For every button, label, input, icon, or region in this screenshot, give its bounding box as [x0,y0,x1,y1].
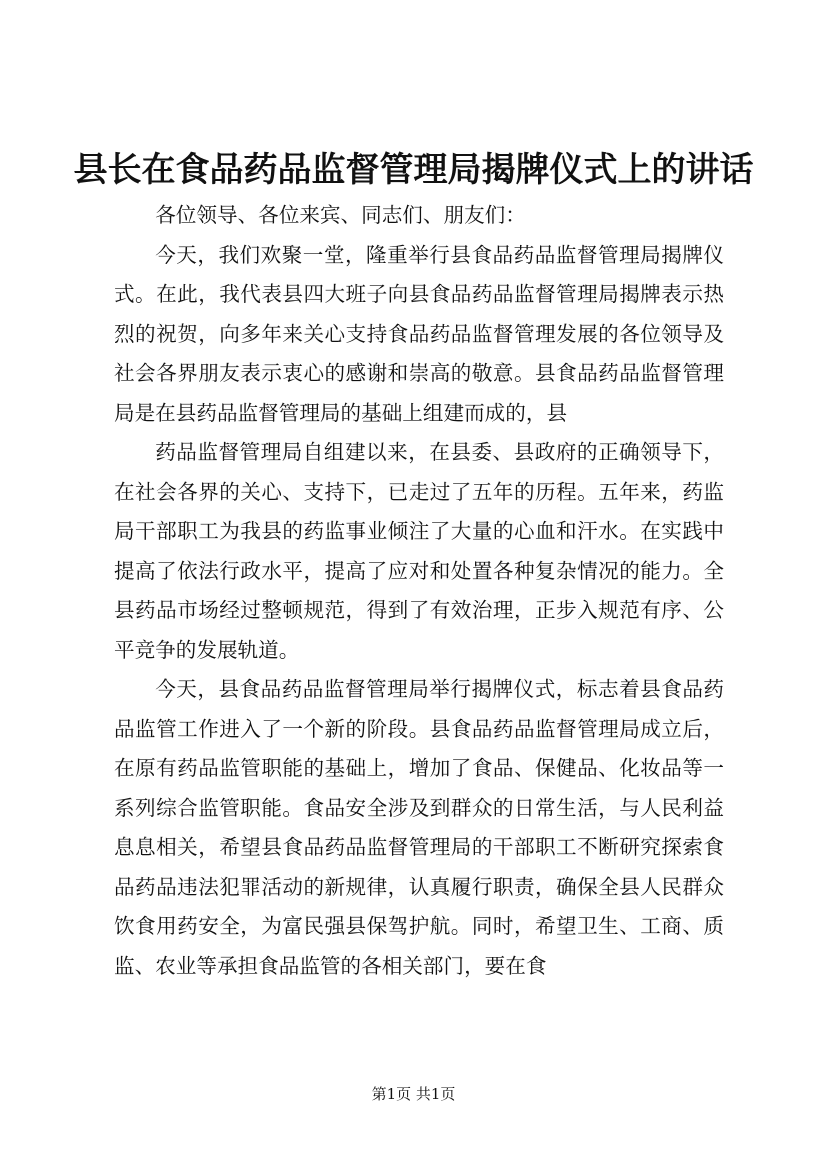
body-paragraph: 今天，我们欢聚一堂，隆重举行县食品药品监督管理局揭牌仪式。在此，我代表县四大班子向县食品药品监督管理局揭牌表示热烈的祝贺，向多年来关心支持食品药品监督管理发展的各位领导及社会各界朋友表示衷心的感谢和崇高的敬意。县食品药品监督管理局是在县药品监督管理局的基础上组建而成的，县 [114,242,724,425]
document-title: 县长在食品药品监督管理局揭牌仪式上的讲话 [73,150,754,190]
page-number: 第1页 共1页 [371,1085,456,1103]
document-body [114,196,724,986]
body-paragraph: 今天，县食品药品监督管理局举行揭牌仪式，标志着县食品药品监管工作进入了一个新的阶段。县食品药品监督管理局成立后，在原有药品监管职能的基础上，增加了食品、保健品、化妆品等一系列综合监管职能。食品安全涉及到群众的日常生活，与人民利益息息相关，希望县食品药品监督管理局的干部职工不断研究探索食品药品违法犯罪活动的新规律，认真履行职责，确保全县人民群众饮食用药安全，为富民强县保驾护航。同时，希望卫生、工商、质监、农业等承担食品监管的各相关部门，要在食 [114,677,724,978]
body-paragraph: 药品监督管理局自组建以来，在县委、县政府的正确领导下，在社会各界的关心、支持下，已走过了五年的历程。五年来，药监局干部职工为我县的药监事业倾注了大量的心血和汗水。在实践中提高了依法行政水平，提高了应对和处置各种复杂情况的能力。全县药品市场经过整顿规范，得到了有效治理，正步入规范有序、公平竞争的发展轨道。 [114,440,724,662]
page-footer [0,1084,827,1104]
salutation-paragraph: 各位领导、各位来宾、同志们、朋友们： [155,203,526,227]
